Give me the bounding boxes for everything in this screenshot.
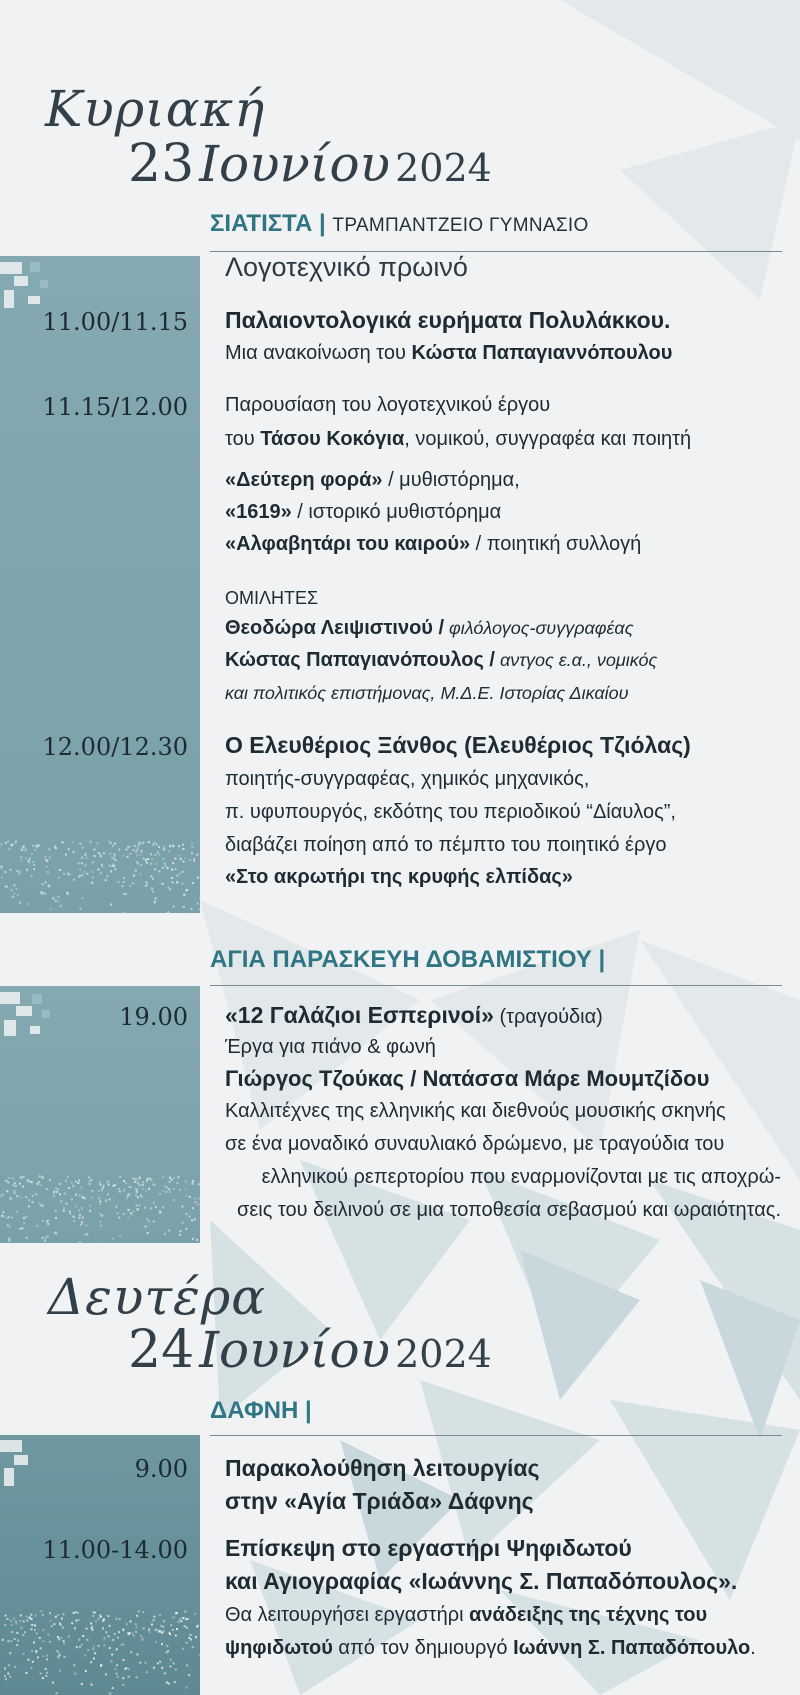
event2-line2-post: , νομικού, συγγραφέα και ποιητή — [404, 428, 692, 450]
event4-time: 19.00 — [119, 1003, 188, 1031]
venue2-town: ΑΓΙΑ ΠΑΡΑΣΚΕΥΗ ΔΟΒΑΜΙΣΤΙΟΥ — [210, 946, 592, 973]
day2-weekday: Δευτέρα — [48, 1268, 266, 1326]
event2-time: 11.15/12.00 — [42, 393, 188, 421]
day1-month: Ιουνίου — [199, 135, 391, 193]
venue1-town: ΣΙΑΤΙΣΤΑ — [210, 210, 313, 237]
event5-line1: Παρακολούθηση λειτουργίας — [225, 1455, 540, 1481]
event6-artist: Ιωάννη Σ. Παπαδόπουλο — [513, 1637, 751, 1659]
day1-weekday: Κυριακή — [45, 80, 266, 138]
event6-line4-end: . — [750, 1637, 756, 1659]
event2-book3-title: «Αλφαβητάρι του καιρού» — [225, 533, 471, 555]
event3-line5 — [225, 866, 573, 889]
venue1-place: ΤΡΑΜΠΑΝΤΖΕΙΟ ΓΥΜΝΑΣΙΟ — [332, 215, 589, 236]
event3-line2: ποιητής-συγγραφέας, χημικός μηχανικός, — [225, 768, 590, 790]
event2-speaker2-name: Κώστας Παπαγιανόπουλος / — [225, 649, 495, 671]
event4-line2: Έργα για πιάνο & φωνή — [225, 1036, 436, 1058]
event3-work-title: «Στο ακρωτήρι της κρυφής ελπίδας» — [225, 866, 573, 888]
day2-year: 2024 — [395, 1332, 492, 1376]
event4-line5: σε ένα μοναδικό συναυλιακό δρώμενο, με τραγούδια του — [225, 1133, 725, 1155]
event2-speaker2 — [225, 649, 657, 672]
event5-line2: στην «Αγία Τριάδα» Δάφνης — [225, 1488, 534, 1514]
day2-month: Ιουνίου — [199, 1321, 391, 1379]
event2-book1 — [225, 469, 520, 492]
event2-line2 — [225, 428, 691, 451]
event6-line3-pre: Θα λειτουργήσει εργαστήρι — [225, 1604, 470, 1626]
event2-author: Τάσου Κοκόγια — [260, 428, 405, 450]
event6-line4-mid: από τον δημιουργό — [332, 1637, 514, 1659]
event6-line2: και Αγιογραφίας «Ιωάννης Σ. Παπαδόπουλος». — [225, 1568, 738, 1594]
venue1-separator: | — [319, 210, 326, 237]
event1-line2 — [225, 342, 672, 365]
day1-year: 2024 — [395, 146, 492, 190]
venue2-heading — [210, 946, 605, 974]
event2-book1-desc: / μυθιστόρημα, — [382, 469, 520, 491]
event3-time: 12.00/12.30 — [42, 733, 188, 761]
event2-line1: Παρουσίαση του λογοτεχνικού έργου — [225, 394, 551, 416]
event4-line3 — [225, 1066, 709, 1092]
event2-speaker1 — [225, 617, 633, 640]
event2-speaker1-name: Θεοδώρα Λειψιστινού / — [225, 617, 445, 639]
event4-line6: ελληνικού ρεπερτορίου που εναρμονίζονται με τις αποχρώ- — [261, 1166, 781, 1188]
venue2-rule — [210, 985, 782, 986]
event2-line2-pre: του — [225, 428, 261, 450]
event2-speaker2-role2-text: και πολιτικός επιστήμονας, Μ.Δ.Ε. Ιστορίας Δικαίου — [225, 683, 629, 703]
venue3-rule — [210, 1435, 782, 1436]
event2-speaker2-role: αντγος ε.α., νομικός — [494, 650, 658, 670]
event4-title-line — [225, 1002, 603, 1029]
event6-line1: Επίσκεψη στο εργαστήρι Ψηφιδωτού — [225, 1535, 632, 1561]
event2-speaker2-role2 — [225, 682, 629, 705]
event3-line3: π. υφυπουργός, εκδότης του περιοδικού “Δίαυλος”, — [225, 801, 676, 823]
event4-line4: Καλλιτέχνες της ελληνικής και διεθνούς μουσικής σκηνής — [225, 1100, 726, 1122]
event1-title: Παλαιοντολογικά ευρήματα Πολυλάκκου. — [225, 307, 671, 333]
event2-book1-title: «Δεύτερη φορά» — [225, 469, 383, 491]
venue3-town: ΔΑΦΝΗ — [210, 1397, 299, 1424]
event2-book2 — [225, 501, 501, 524]
event2-book3-desc: / ποιητική συλλογή — [470, 533, 642, 555]
event6-line4-bold: ψηφιδωτού — [225, 1637, 333, 1659]
event1-speaker: Κώστα Παπαγιαννόπουλου — [411, 342, 673, 364]
band-1 — [0, 256, 200, 913]
event4-title: «12 Γαλάζιοι Εσπερινοί» — [225, 1002, 494, 1028]
event5-time: 9.00 — [134, 1455, 188, 1483]
event4-performers: Γιώργος Τζούκας / Νατάσσα Μάρε Μουμτζίδου — [225, 1066, 710, 1091]
section-subtitle: Λογοτεχνικό πρωινό — [225, 252, 468, 282]
event2-book2-title: «1619» — [225, 501, 292, 523]
event4-line7: σεις του δειλινού σε μια τοποθεσία σεβασμού και ωραιότητας. — [237, 1199, 781, 1221]
event2-book2-desc: / ιστορικό μυθιστόρημα — [291, 501, 502, 523]
day1-day-number: 23 — [128, 134, 195, 194]
event3-line4: διαβάζει ποίηση από το πέμπτο του ποιητικό έργο — [225, 834, 667, 856]
event1-time: 11.00/11.15 — [42, 308, 188, 336]
venue3-separator: | — [304, 1397, 312, 1424]
event2-book3 — [225, 533, 641, 556]
event2-speakers-label: ΟΜΙΛΗΤΕΣ — [225, 588, 319, 608]
venue3-heading — [210, 1397, 312, 1425]
event4-title-note: (τραγούδια) — [493, 1006, 603, 1028]
event1-line2-pre: Μια ανακοίνωση του — [225, 342, 412, 364]
event2-speaker1-role: φιλόλογος-συγγραφέας — [444, 618, 634, 638]
event6-line3-bold: ανάδειξης της τέχνης του — [469, 1604, 708, 1626]
event3-title: Ο Ελευθέριος Ξάνθος (Ελευθέριος Τζιόλας) — [225, 732, 691, 758]
event6-time: 11.00-14.00 — [42, 1536, 188, 1564]
day2-day-number: 24 — [128, 1320, 195, 1380]
event6-line3 — [225, 1604, 707, 1627]
venue1-heading — [210, 210, 589, 238]
event6-line4 — [225, 1637, 756, 1660]
venue2-separator: | — [598, 946, 606, 973]
